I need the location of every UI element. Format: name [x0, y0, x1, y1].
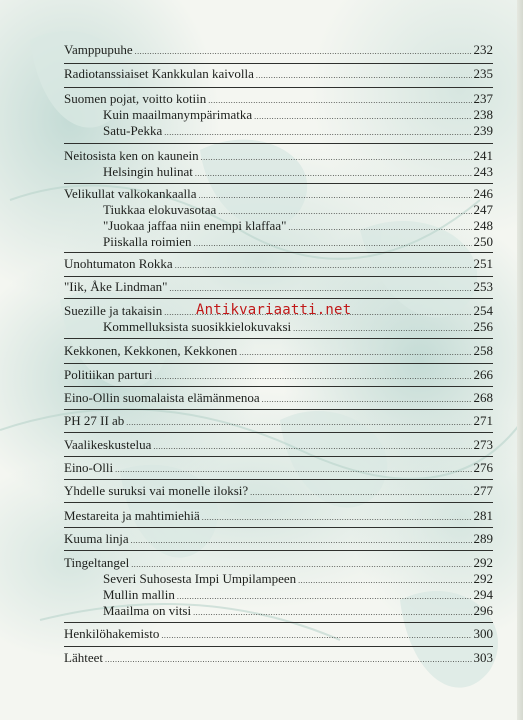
toc-entry-title: Yhdelle suruksi vai monelle iloksi? — [64, 483, 249, 498]
toc-entry — [64, 40, 493, 60]
toc-leader-dots — [293, 319, 471, 339]
toc-subentry — [103, 162, 493, 182]
toc-entry-title: Eino-Ollin suomalaista elämänmenoa — [64, 390, 260, 405]
toc-leader-dots — [164, 123, 471, 143]
toc-separator — [64, 252, 493, 253]
toc-entry — [64, 506, 493, 526]
toc-entry-page: 254 — [473, 303, 493, 318]
toc-entry-page: 256 — [473, 319, 493, 334]
toc-entry — [64, 341, 493, 361]
toc-entry-title: Tingeltangel — [64, 555, 130, 570]
toc-entry-title: "Juokaa jaffaa niin enempi klaffaa" — [103, 218, 287, 233]
toc-leader-dots — [105, 650, 472, 670]
toc-entry-page: 232 — [473, 42, 493, 57]
toc-entry-title: Kekkonen, Kekkonen, Kekkonen — [64, 343, 238, 358]
watermark-text: Antikvariaatti.net — [196, 302, 352, 318]
toc-leader-dots — [169, 279, 471, 299]
toc-entry-page: 277 — [473, 483, 493, 498]
toc-entry — [64, 648, 493, 668]
toc-separator — [64, 456, 493, 457]
toc-entry-title: Mestareita ja mahtimiehiä — [64, 508, 200, 523]
toc-entry-title: Henkilöhakemisto — [64, 626, 160, 641]
toc-entry-title: Unohtumaton Rokka — [64, 256, 173, 271]
toc-entry-page: 303 — [473, 650, 493, 665]
toc-leader-dots — [131, 531, 472, 551]
toc-subentry — [103, 601, 493, 621]
toc-leader-dots — [250, 483, 471, 503]
toc-entry-title: Politiikan parturi — [64, 367, 153, 382]
toc-entry-title: Satu-Pekka — [103, 123, 163, 138]
toc-leader-dots — [239, 343, 471, 363]
toc-entry-title: Mullin mallin — [103, 587, 175, 602]
toc-entry-page: 296 — [473, 603, 493, 618]
toc-separator — [64, 298, 493, 299]
toc-entry-page: 251 — [473, 256, 493, 271]
toc-entry-page: 294 — [473, 587, 493, 602]
toc-leader-dots — [193, 234, 471, 254]
toc-entry-title: Vaalikeskustelua — [64, 437, 152, 452]
toc-entry-page: 276 — [473, 460, 493, 475]
toc-entry-title: PH 27 II ab — [64, 413, 125, 428]
toc-entry-page: 292 — [473, 571, 493, 586]
toc-leader-dots — [161, 626, 471, 646]
toc-entry-page: 289 — [473, 531, 493, 546]
toc-entry-title: Neitosista ken on kaunein — [64, 148, 199, 163]
toc-entry — [64, 388, 493, 408]
toc-separator — [64, 527, 493, 528]
toc-leader-dots — [175, 256, 472, 276]
toc-entry-page: 246 — [473, 186, 493, 201]
toc-entry-title: Suomen pojat, voitto kotiin — [64, 91, 207, 106]
toc-separator — [64, 646, 493, 647]
toc-entry-page: 250 — [473, 234, 493, 249]
toc-entry-page: 235 — [473, 66, 493, 81]
toc-entry-page: 241 — [473, 148, 493, 163]
toc-entry-page: 266 — [473, 367, 493, 382]
toc-entry-page: 248 — [473, 218, 493, 233]
toc-leader-dots — [256, 66, 472, 86]
toc-entry-title: Kommelluksista suosikkielokuvaksi — [103, 319, 292, 334]
toc-separator — [64, 550, 493, 551]
toc-entry — [64, 365, 493, 385]
toc-entry-title: Eino-Olli — [64, 460, 114, 475]
toc-entry-title: "Iik, Åke Lindman" — [64, 279, 168, 294]
toc-entry-title: Vamppupuhe — [64, 42, 133, 57]
toc-separator — [64, 143, 493, 144]
toc-entry-title: Piiskalla roimien — [103, 234, 192, 249]
toc-separator — [64, 386, 493, 387]
toc-entry-page: 268 — [473, 390, 493, 405]
toc-entry — [64, 277, 493, 297]
toc-entry-page: 247 — [473, 202, 493, 217]
toc-entry — [64, 64, 493, 84]
toc-entry-title: Radiotanssiaiset Kankkulan kaivolla — [64, 66, 254, 81]
toc-leader-dots — [153, 437, 471, 457]
toc-entry-title: Kuuma linja — [64, 531, 129, 546]
toc-entry-page: 258 — [473, 343, 493, 358]
toc-entry — [64, 481, 493, 501]
toc-leader-dots — [202, 508, 472, 528]
toc-separator — [64, 363, 493, 364]
toc-entry-page: 292 — [473, 555, 493, 570]
toc-entry — [64, 435, 493, 455]
toc-entry-page: 273 — [473, 437, 493, 452]
toc-separator — [64, 432, 493, 433]
toc-entry-page: 271 — [473, 413, 493, 428]
toc-entry-page: 239 — [473, 123, 493, 138]
toc-entry-page: 238 — [473, 107, 493, 122]
toc-entry-title: Tiukkaa elokuvasotaa — [103, 202, 217, 217]
toc-entry — [64, 458, 493, 478]
toc-entry-title: Velikullat valkokankaalla — [64, 186, 197, 201]
toc-leader-dots — [115, 460, 471, 480]
toc-entry-title: Helsingin hulinat — [103, 164, 193, 179]
toc-entry-page: 281 — [473, 508, 493, 523]
toc-entry-title: Maailma on vitsi — [103, 603, 192, 618]
toc-entry — [64, 254, 493, 274]
toc-subentry — [103, 232, 493, 252]
toc-subentry — [103, 317, 493, 337]
toc-entry-title: Suezille ja takaisin — [64, 303, 163, 318]
toc-separator — [64, 622, 493, 623]
toc-leader-dots — [262, 390, 472, 410]
toc-entry-page: 300 — [473, 626, 493, 641]
toc-entry-title: Kuin maailmanympärimatka — [103, 107, 253, 122]
toc-leader-dots — [135, 42, 472, 62]
toc-entry-page: 243 — [473, 164, 493, 179]
toc-entry-title: Severi Suhosesta Impi Umpilampeen — [103, 571, 297, 586]
toc-entry — [64, 411, 493, 431]
toc-entry — [64, 529, 493, 549]
toc-entry — [64, 624, 493, 644]
toc-leader-dots — [154, 367, 471, 387]
toc-separator — [64, 87, 493, 88]
toc-entry-page: 237 — [473, 91, 493, 106]
toc-entry-page: 253 — [473, 279, 493, 294]
toc-leader-dots — [193, 603, 471, 623]
toc-leader-dots — [195, 164, 472, 184]
toc-subentry — [103, 121, 493, 141]
toc-separator — [64, 502, 493, 503]
toc-separator — [64, 409, 493, 410]
toc-separator — [64, 338, 493, 339]
toc-entry-title: Lähteet — [64, 650, 103, 665]
toc-separator — [64, 479, 493, 480]
toc-leader-dots — [126, 413, 471, 433]
